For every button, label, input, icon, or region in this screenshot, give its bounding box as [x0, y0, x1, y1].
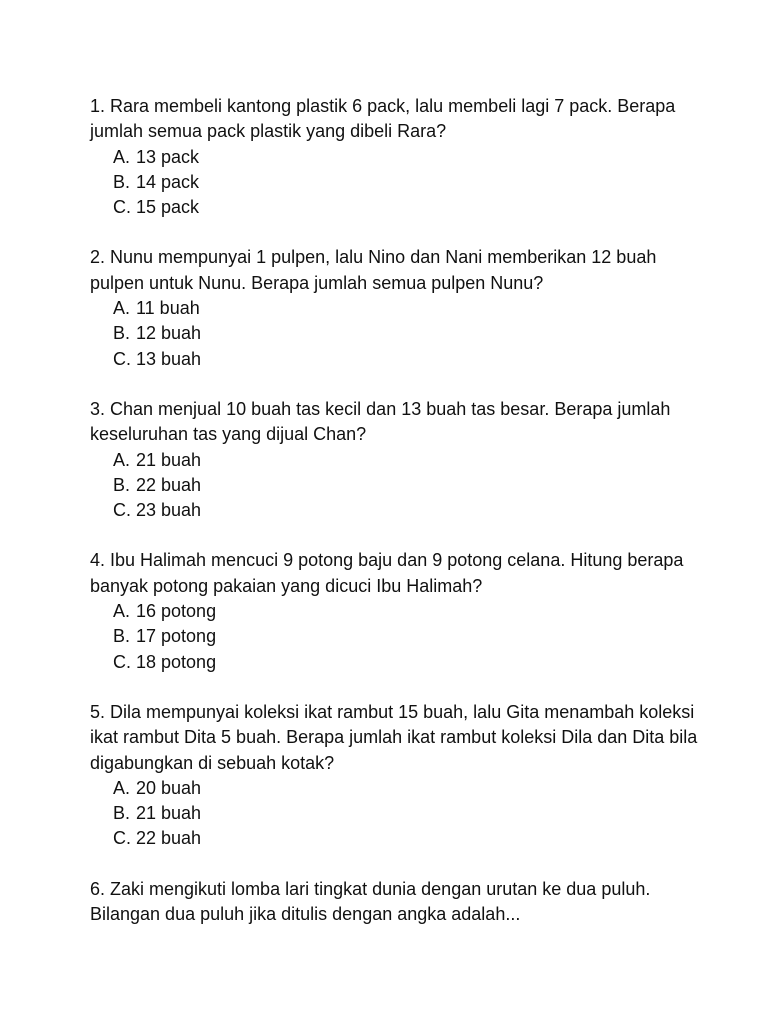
option-letter: A. — [113, 449, 131, 470]
option-text: 13 buah — [136, 348, 202, 369]
option-letter: B. — [113, 323, 131, 344]
option-letter: C. — [113, 828, 131, 849]
option-text: 11 buah — [136, 298, 200, 319]
option-text: 18 potong — [136, 651, 217, 672]
question-text: 5. Dila mempunyai koleksi ikat rambut 15 buah, lalu Gita menambah koleksi ikat rambut Dita 5 buah. Berapa jumlah ikat rambut koleksi Dila dan Dita bila digabungkan di sebuah kotak? — [90, 701, 698, 773]
option-c — [90, 826, 710, 851]
question-text: 1. Rara membeli kantong plastik 6 pack, lalu membeli lagi 7 pack. Berapa jumlah semua pack plastik yang dibeli Rara? — [90, 96, 676, 142]
option-letter: A. — [113, 298, 131, 319]
option-b — [90, 801, 710, 826]
option-a — [90, 296, 710, 321]
option-letter: B. — [113, 171, 131, 192]
options-list — [90, 145, 710, 221]
option-text: 15 pack — [136, 197, 200, 218]
question-text: 6. Zaki mengikuti lomba lari tingkat dunia dengan urutan ke dua puluh. Bilangan dua puluh jika ditulis dengan angka adalah... — [90, 878, 651, 925]
option-text: 13 pack — [136, 146, 200, 167]
option-text: 22 buah — [136, 828, 202, 849]
option-letter: B. — [113, 474, 131, 495]
option-text: 20 buah — [136, 777, 202, 798]
question-text: 3. Chan menjual 10 buah tas kecil dan 13 buah tas besar. Berapa jumlah keseluruhan tas yang dijual Chan? — [90, 398, 671, 445]
question-text: 4. Ibu Halimah mencuci 9 potong baju dan 9 potong celana. Hitung berapa banyak potong pakaian yang dicuci Ibu Halimah? — [90, 550, 684, 596]
option-b — [90, 321, 710, 346]
option-text: 22 buah — [136, 474, 202, 495]
options-list — [90, 448, 710, 524]
option-text: 17 potong — [136, 626, 217, 647]
option-letter: A. — [113, 146, 131, 167]
option-b — [90, 624, 710, 649]
option-c — [90, 498, 710, 523]
option-c — [90, 650, 710, 675]
option-text: 16 potong — [136, 601, 217, 622]
options-list — [90, 296, 710, 372]
option-a — [90, 599, 710, 624]
question-1 — [90, 94, 710, 220]
option-text: 21 buah — [136, 449, 202, 470]
option-letter: B. — [113, 626, 131, 647]
option-b — [90, 473, 710, 498]
worksheet-page — [90, 94, 710, 952]
option-text: 14 pack — [136, 171, 200, 192]
options-list — [90, 599, 710, 675]
option-letter: C. — [113, 651, 131, 672]
options-list — [90, 776, 710, 852]
option-a — [90, 776, 710, 801]
option-letter: B. — [113, 803, 131, 824]
question-5 — [90, 700, 710, 852]
option-text: 21 buah — [136, 803, 202, 824]
option-letter: A. — [113, 777, 131, 798]
option-letter: C. — [113, 348, 131, 369]
option-letter: A. — [113, 601, 131, 622]
option-a — [90, 145, 710, 170]
option-c — [90, 347, 710, 372]
question-2 — [90, 245, 710, 371]
question-4 — [90, 548, 710, 674]
option-c — [90, 195, 710, 220]
option-text: 12 buah — [136, 323, 202, 344]
option-b — [90, 170, 710, 195]
question-6 — [90, 877, 710, 928]
option-letter: C. — [113, 500, 131, 521]
question-3 — [90, 397, 710, 523]
question-text: 2. Nunu mempunyai 1 pulpen, lalu Nino dan Nani memberikan 12 buah pulpen untuk Nunu. Berapa jumlah semua pulpen Nunu? — [90, 247, 657, 293]
option-a — [90, 448, 710, 473]
option-text: 23 buah — [136, 500, 202, 521]
option-letter: C. — [113, 197, 131, 218]
